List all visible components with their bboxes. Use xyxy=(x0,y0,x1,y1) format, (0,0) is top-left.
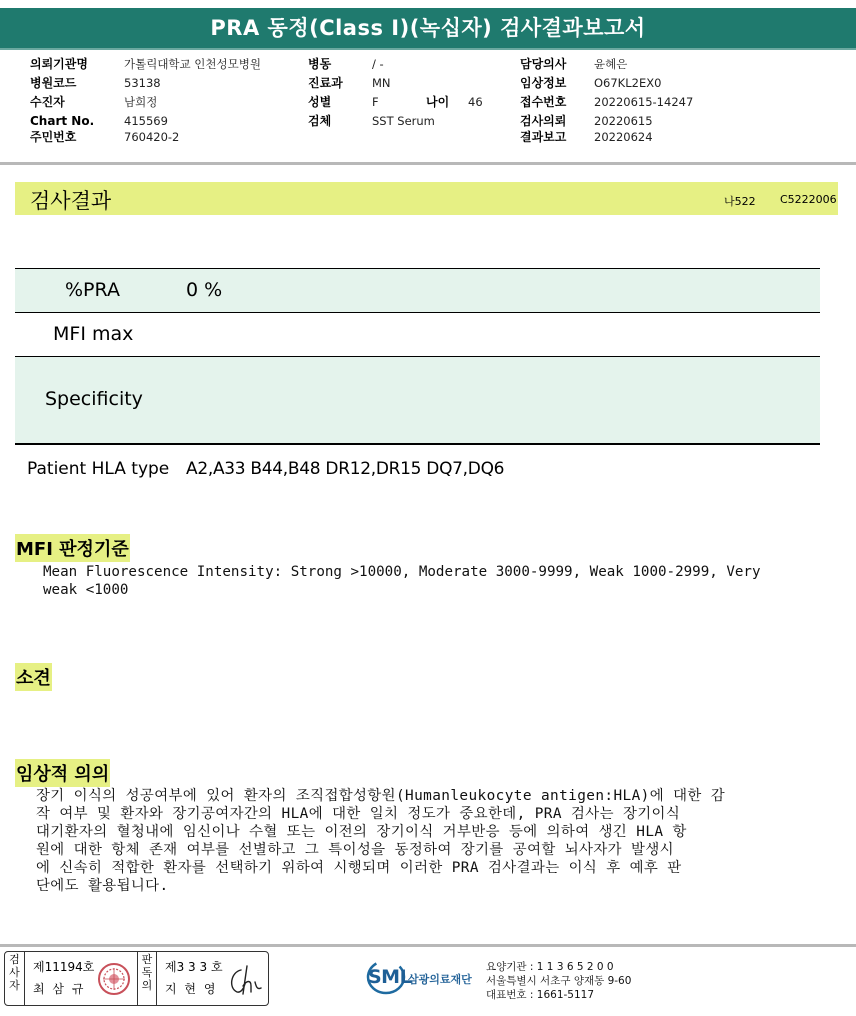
patient-info-col1 xyxy=(30,55,261,147)
info-row-accession xyxy=(520,93,693,112)
mfi-criteria-line-1: Mean Fluorescence Intensity: Strong >10000, Moderate 3000-9999, Weak 1000-2999, Very xyxy=(43,564,761,580)
org-name: 삼광의료재단 xyxy=(408,973,472,986)
facility-code: 요양기관 : 1 1 3 6 5 2 0 0 xyxy=(486,961,614,973)
reviewer-name: 지 현 영 xyxy=(165,982,218,996)
info-row-resident-no xyxy=(30,128,261,147)
header-divider xyxy=(0,162,856,165)
patient-info-col2 xyxy=(308,55,483,131)
official-seal-icon xyxy=(97,962,131,996)
specificity-label: Specificity xyxy=(45,388,143,410)
clinical-line-3: 대기환자의 혈청내에 임신이나 수혈 또는 이전의 장기이식 거부반응 등에 의하여 생긴 HLA 항 xyxy=(36,824,687,840)
info-row-sex xyxy=(308,93,483,112)
resident-no-label: 주민번호 xyxy=(30,130,77,144)
hospital-code-value: 53138 xyxy=(124,76,161,90)
report-title: PRA 동정(Class I)(녹십자) 검사결과보고서 xyxy=(0,8,856,48)
clinical-line-5: 에 신속히 적합한 환자를 선택하기 위하여 시행되며 이러한 PRA 검사결과는 이식 후 예후 판 xyxy=(36,860,682,876)
doctor-value: 윤혜은 xyxy=(594,57,628,71)
institution-label: 의뢰기관명 xyxy=(30,57,88,71)
age-label: 나이 xyxy=(426,95,450,109)
pra-label: %PRA xyxy=(65,279,120,301)
clinical-line-1: 장기 이식의 성공여부에 있어 환자의 조직접합성항원(Humanleukocyte antigen:HLA)에 대한 감 xyxy=(36,788,726,804)
info-row-report-date xyxy=(520,128,693,147)
clinical-line-6: 단에도 활용됩니다. xyxy=(36,878,169,894)
dept-value: MN xyxy=(372,76,391,90)
specificity-row xyxy=(15,357,820,443)
clinical-significance-heading: 임상적 의의 xyxy=(15,759,110,787)
table-rule-1 xyxy=(15,312,820,313)
sex-label: 성별 xyxy=(308,95,332,109)
test-code-2: C5222006 xyxy=(780,193,837,206)
hospital-code-label: 병원코드 xyxy=(30,76,77,90)
logo-text: SML xyxy=(368,966,412,988)
chart-label: Chart No. xyxy=(30,114,95,128)
street-address: 서울특별시 서초구 양재동 9-60 xyxy=(486,975,632,987)
institution-value: 가톨릭대학교 인천성모병원 xyxy=(124,57,261,71)
clinical-significance-text xyxy=(36,787,826,895)
clinical-info-value: O67KL2EX0 xyxy=(594,76,662,90)
phone-number: 대표번호 : 1661-5117 xyxy=(486,989,595,1001)
resident-no-value: 760420-2 xyxy=(124,130,180,144)
report-date-label: 결과보고 xyxy=(520,130,567,144)
info-row-doctor xyxy=(520,55,693,74)
hla-type-value: A2,A33 B44,B48 DR12,DR15 DQ7,DQ6 xyxy=(186,459,505,479)
mfi-label: MFI max xyxy=(53,323,134,345)
chart-value: 415569 xyxy=(124,114,168,128)
info-row-dept xyxy=(308,74,483,93)
info-row-hospital-code xyxy=(30,74,261,93)
dept-label: 진료과 xyxy=(308,76,343,90)
specimen-label: 검체 xyxy=(308,114,332,128)
mfi-criteria-text xyxy=(43,563,761,599)
sex-value: F xyxy=(372,95,379,109)
age-value: 46 xyxy=(468,95,483,109)
specimen-value: SST Serum xyxy=(372,114,435,128)
clinical-line-2: 작 여부 및 환자와 장기공여자간의 HLA에 대한 일치 정도가 중요한데, PRA 검사는 장기이식 xyxy=(36,806,681,822)
clinical-info-label: 임상정보 xyxy=(520,76,567,90)
footer-divider xyxy=(0,944,856,947)
info-row-institution xyxy=(30,55,261,74)
results-heading-bar xyxy=(15,182,838,215)
table-rule-2 xyxy=(15,356,820,357)
signature-icon xyxy=(225,960,265,1000)
table-rule-bottom xyxy=(15,443,820,445)
ward-value: / - xyxy=(372,57,384,71)
ward-label: 병동 xyxy=(308,57,332,71)
request-date-label: 검사의뢰 xyxy=(520,114,567,128)
report-date-value: 20220624 xyxy=(594,130,653,144)
reviewer-license: 제3 3 3 호 xyxy=(165,960,223,974)
examiner-name: 최 삼 규 xyxy=(33,982,86,996)
doctor-label: 담당의사 xyxy=(520,57,567,71)
pra-value: 0 % xyxy=(186,279,223,301)
patient-label: 수진자 xyxy=(30,95,65,109)
title-divider xyxy=(0,48,856,50)
examiner-license: 제11194호 xyxy=(33,960,95,974)
test-code-1: 나522 xyxy=(724,195,756,208)
signature-box xyxy=(4,951,269,1006)
accession-label: 접수번호 xyxy=(520,95,567,109)
pra-row xyxy=(15,269,820,312)
info-row-patient xyxy=(30,93,261,112)
patient-value: 남희정 xyxy=(124,95,158,109)
reviewer-vertical-label: 판독의 xyxy=(137,952,157,1005)
mfi-criteria-heading: MFI 판정기준 xyxy=(15,534,130,562)
findings-heading: 소견 xyxy=(15,663,52,691)
accession-value: 20220615-14247 xyxy=(594,95,694,109)
request-date-value: 20220615 xyxy=(594,114,653,128)
hla-type-label: Patient HLA type xyxy=(27,459,170,479)
org-address xyxy=(486,960,631,1002)
table-rule-top xyxy=(15,268,820,269)
info-row-clinical-info xyxy=(520,74,693,93)
mfi-criteria-line-2: weak <1000 xyxy=(43,582,129,598)
mfi-row xyxy=(15,313,820,355)
info-row-ward xyxy=(308,55,483,74)
results-heading: 검사결과 xyxy=(30,189,112,213)
examiner-vertical-label: 검사자 xyxy=(5,952,25,1005)
clinical-line-4: 원에 대한 항체 존재 여부를 선별하고 그 특이성을 동정하여 장기를 공여할 뇌사자가 발생시 xyxy=(36,842,674,858)
patient-info-col3 xyxy=(520,55,693,147)
info-row-specimen xyxy=(308,112,483,131)
